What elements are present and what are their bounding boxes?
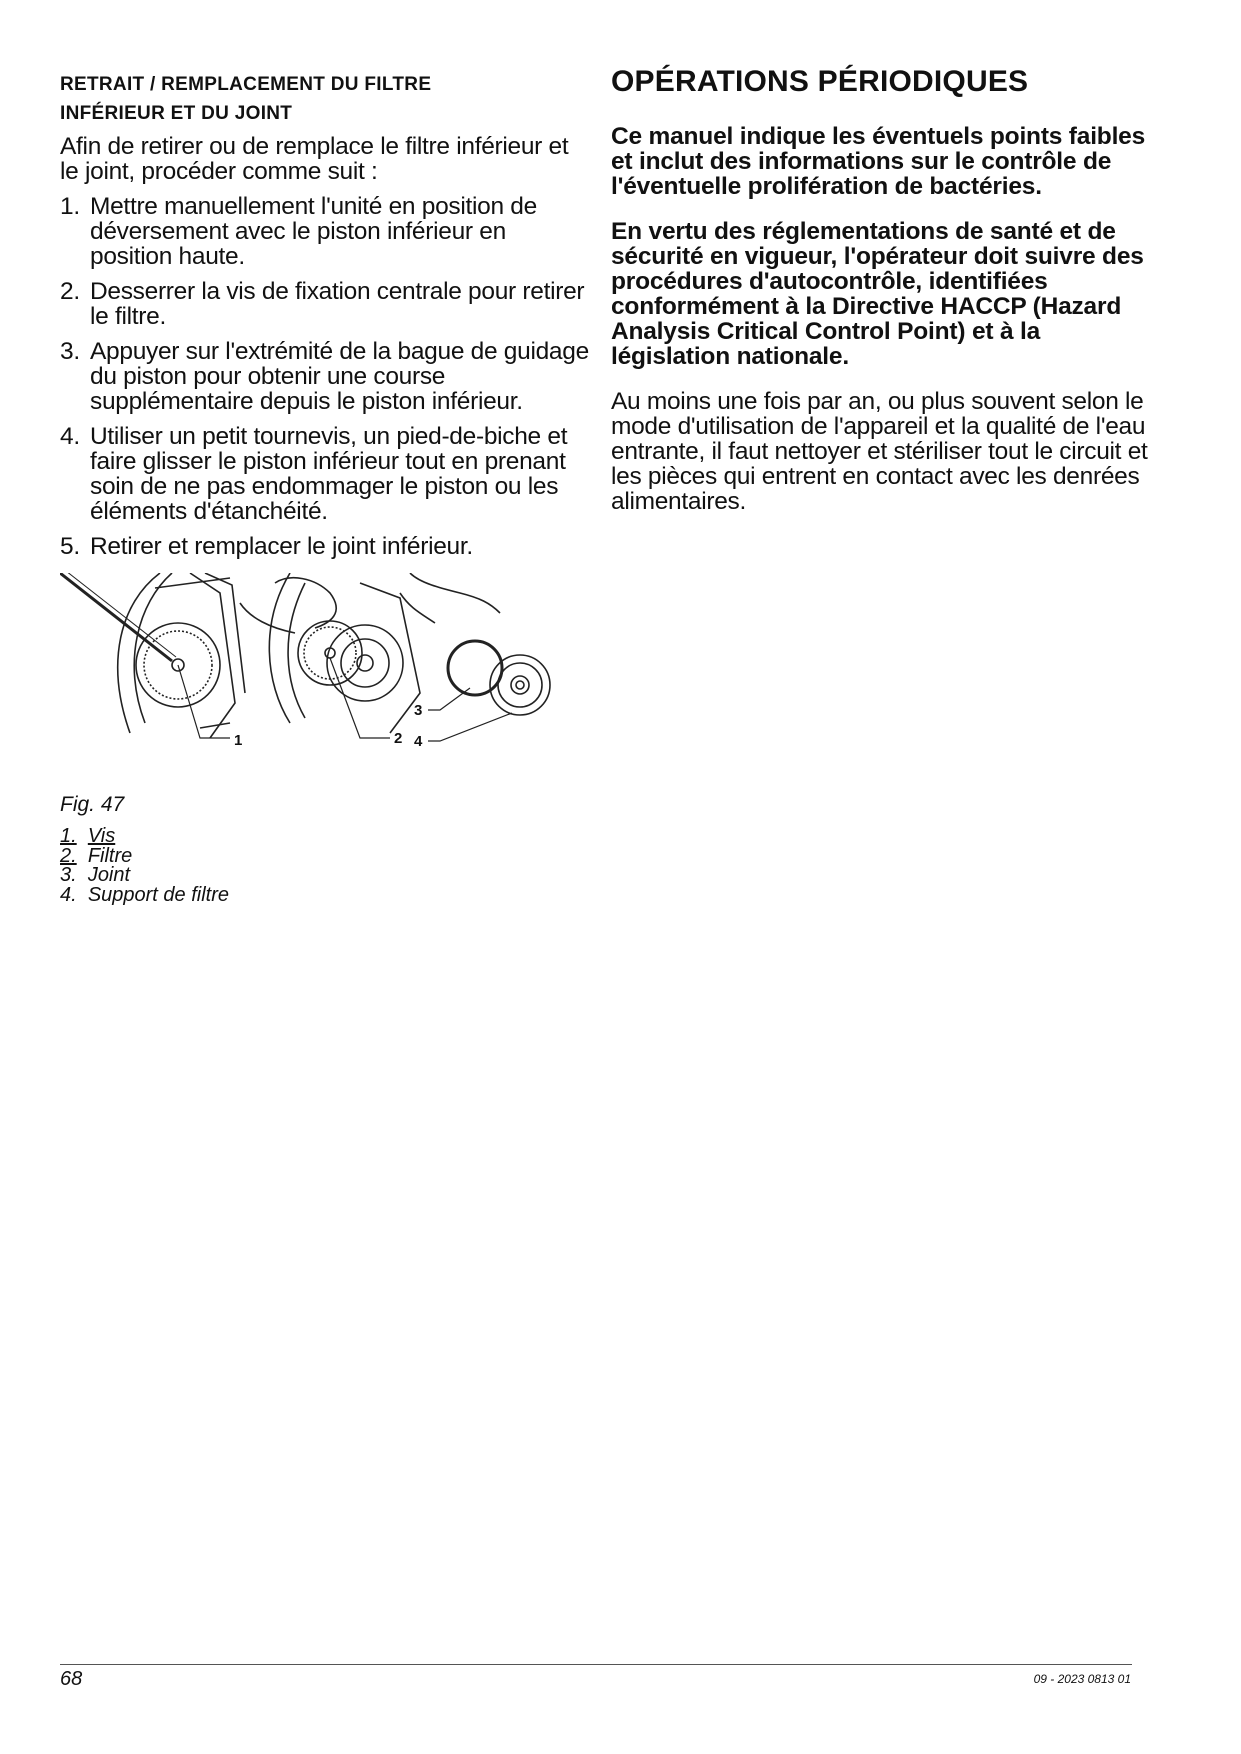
step-number: 3. — [60, 338, 80, 365]
figure-legend — [60, 827, 590, 905]
step-number: 5. — [60, 533, 80, 560]
figure-47 — [60, 573, 590, 783]
section-heading-line2: INFÉRIEUR ET DU JOINT — [60, 103, 293, 124]
list-item — [60, 424, 590, 524]
intro-text: Afin de retirer ou de remplace le filtre inférieur et le joint, procéder comme suit : — [60, 133, 569, 185]
step-text: Appuyer sur l'extrémité de la bague de guidage du piston pour obtenir une course supplémentaire depuis le piston inférieur. — [90, 338, 589, 415]
panel-screw — [60, 573, 245, 738]
callout-2: 2 — [394, 730, 403, 747]
section-heading-line1: RETRAIT / REMPLACEMENT DU FILTRE — [60, 74, 432, 95]
list-item — [60, 194, 590, 269]
page-number: 68 — [60, 1668, 83, 1690]
right-column — [611, 64, 1151, 514]
list-item — [60, 883, 590, 906]
callout-1: 1 — [234, 732, 243, 749]
step-text: Mettre manuellement l'unité en position de déversement avec le piston inférieur en position haute. — [90, 193, 537, 270]
filter-illustration — [60, 573, 590, 783]
callout-3: 3 — [414, 702, 423, 719]
step-number: 2. — [60, 278, 80, 305]
list-item — [60, 844, 590, 867]
figure-caption: Fig. 47 — [60, 793, 125, 816]
legend-number: 3. — [60, 864, 77, 886]
bold-paragraph-2: En vertu des réglementations de santé et de sécurité en vigueur, l'opérateur doit suivre des procédures d'autocontrôle, identifiées conformément à la Directive HACCP (Hazard Analysis Critical Control Point) et à la législation nationale. — [611, 218, 1144, 370]
bold-paragraph-1: Ce manuel indique les éventuels points faibles et inclut des informations sur le contrôle de l'éventuelle prolifération de bactéries. — [611, 123, 1146, 200]
legend-number: 2. — [60, 844, 77, 867]
left-column — [60, 70, 590, 905]
step-text: Desserrer la vis de fixation centrale pour retirer le filtre. — [90, 278, 585, 330]
section-heading — [60, 70, 590, 128]
legend-number: 4. — [60, 883, 77, 906]
footer-divider — [60, 1664, 1132, 1665]
list-item — [60, 827, 590, 847]
legend-number: 1. — [60, 825, 77, 847]
callout-4: 4 — [414, 733, 423, 750]
step-number: 4. — [60, 423, 80, 450]
step-number: 1. — [60, 193, 80, 220]
list-item — [60, 339, 590, 414]
panel-filter — [240, 573, 423, 733]
panel-joint — [400, 573, 550, 715]
legend-label: Support de filtre — [87, 883, 230, 906]
legend-label: Vis — [87, 825, 116, 847]
steps-list — [60, 194, 590, 559]
legend-label: Joint — [87, 864, 131, 886]
document-code: 09 - 2023 0813 01 — [1033, 1672, 1131, 1686]
list-item — [60, 534, 590, 559]
list-item — [60, 279, 590, 329]
legend-label: Filtre — [87, 844, 133, 867]
step-text: Retirer et remplacer le joint inférieur. — [90, 533, 473, 560]
paragraph: Au moins une fois par an, ou plus souvent selon le mode d'utilisation de l'appareil et la qualité de l'eau entrante, il faut nettoyer et stériliser tout le circuit et les pièces qui entrent en contact avec les denrées alimentaires. — [611, 388, 1148, 515]
page-title: OPÉRATIONS PÉRIODIQUES — [611, 65, 1029, 98]
step-text: Utiliser un petit tournevis, un pied-de-biche et faire glisser le piston inférieur tout en prenant soin de ne pas endommager le piston ou les éléments d'étanchéité. — [90, 423, 568, 525]
